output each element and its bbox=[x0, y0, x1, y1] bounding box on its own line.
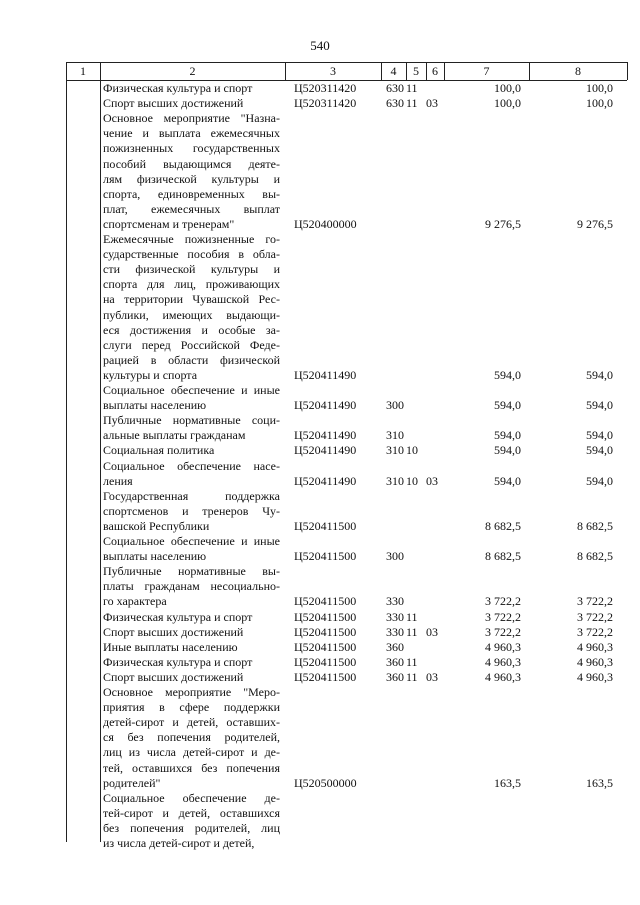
row-code: Ц520411490 bbox=[294, 428, 357, 443]
row-name-line: Спорт высших достижений bbox=[103, 624, 244, 639]
table-row bbox=[0, 534, 640, 564]
row-name-line: пособий выдающимся деяте- bbox=[103, 156, 280, 171]
row-value-2022: 594,0 bbox=[586, 473, 613, 488]
row-name bbox=[103, 489, 280, 534]
row-code: Ц520311420 bbox=[294, 81, 357, 95]
row-name-line: Основное мероприятие "Назна- bbox=[103, 111, 280, 126]
row-name-line: лям физической культуры и bbox=[103, 171, 280, 186]
row-value-2021: 3 722,2 bbox=[485, 594, 521, 609]
row-code: Ц520411500 bbox=[294, 549, 357, 564]
row-name-line: Социальная политика bbox=[103, 443, 215, 458]
row-expense-type: 360 bbox=[386, 669, 404, 684]
row-name-line: сти физической культуры и bbox=[103, 262, 280, 277]
column-header-8: 8 bbox=[575, 64, 581, 78]
row-name-line: спортсменов и тренеров Чу- bbox=[103, 503, 280, 518]
row-name-line: Спорт высших достижений bbox=[103, 669, 244, 684]
row-code: Ц520411490 bbox=[294, 367, 357, 382]
row-name-line: слуги перед Российской Феде- bbox=[103, 337, 280, 352]
column-header-3: 3 bbox=[330, 64, 336, 78]
row-name bbox=[103, 111, 280, 232]
row-name bbox=[103, 685, 280, 791]
row-value-2021: 3 722,2 bbox=[485, 624, 521, 639]
row-name-line: Публичные нормативные соци- bbox=[103, 413, 280, 428]
row-name-line: Социальное обеспечение насе- bbox=[103, 458, 280, 473]
row-code: Ц520411500 bbox=[294, 518, 357, 533]
table-row bbox=[0, 232, 640, 383]
row-name-line: Спорт высших достижений bbox=[103, 96, 244, 111]
table-row bbox=[0, 489, 640, 534]
row-name-line: вашской Республики bbox=[103, 518, 210, 533]
row-expense-type: 360 bbox=[386, 639, 404, 654]
row-section: 10 bbox=[406, 443, 418, 458]
row-name-line: Физическая культура и спорт bbox=[103, 609, 253, 624]
row-value-2022: 594,0 bbox=[586, 428, 613, 443]
row-code: Ц520411500 bbox=[294, 609, 357, 624]
row-code: Ц520411490 bbox=[294, 443, 357, 458]
table-row bbox=[0, 564, 640, 609]
row-name-line: спорта для лиц, проживающих bbox=[103, 277, 280, 292]
row-value-2022: 4 960,3 bbox=[577, 639, 613, 654]
row-subsection: 03 bbox=[426, 624, 438, 639]
row-expense-type: 360 bbox=[386, 654, 404, 669]
row-name-line: культуры и спорта bbox=[103, 367, 198, 382]
row-name-line: Социальное обеспечение и иные bbox=[103, 383, 280, 397]
row-name bbox=[103, 670, 280, 685]
row-value-2022: 100,0 bbox=[586, 96, 613, 111]
row-name-line: еся достижения и особые за- bbox=[103, 322, 280, 337]
row-value-2022: 9 276,5 bbox=[577, 216, 613, 231]
row-expense-type: 630 bbox=[386, 96, 404, 111]
row-value-2022: 4 960,3 bbox=[577, 654, 613, 669]
row-value-2021: 594,0 bbox=[494, 443, 521, 458]
row-name-line: плат, ежемесячных выплат bbox=[103, 201, 280, 216]
row-value-2022: 3 722,2 bbox=[577, 594, 613, 609]
row-value-2021: 594,0 bbox=[494, 367, 521, 382]
column-header-6: 6 bbox=[432, 64, 438, 78]
row-value-2022: 594,0 bbox=[586, 398, 613, 413]
row-code: Ц520411500 bbox=[294, 669, 357, 684]
row-name bbox=[103, 459, 280, 489]
table-row bbox=[0, 791, 640, 851]
table-row bbox=[0, 413, 640, 443]
row-name-line: на территории Чувашской Рес- bbox=[103, 292, 280, 307]
row-section: 11 bbox=[406, 654, 418, 669]
row-name bbox=[103, 81, 280, 96]
row-name-line: альные выплаты гражданам bbox=[103, 428, 246, 443]
row-name-line: Социальное обеспечение де- bbox=[103, 790, 280, 805]
row-name-line: ления bbox=[103, 473, 133, 488]
row-name-line: спортсменам и тренерам" bbox=[103, 216, 235, 231]
row-subsection: 03 bbox=[426, 473, 438, 488]
table-row bbox=[0, 640, 640, 655]
row-value-2022: 3 722,2 bbox=[577, 624, 613, 639]
row-name bbox=[103, 413, 280, 443]
table-row bbox=[0, 383, 640, 413]
row-value-2022: 594,0 bbox=[586, 443, 613, 458]
row-expense-type: 630 bbox=[386, 81, 404, 95]
row-name bbox=[103, 534, 280, 564]
row-name-line: Ежемесячные пожизненные го- bbox=[103, 232, 280, 247]
column-header-4: 4 bbox=[390, 64, 397, 78]
page-number: 540 bbox=[310, 38, 330, 53]
row-name bbox=[103, 232, 280, 383]
row-name-line: рацией в области физической bbox=[103, 352, 280, 367]
row-expense-type: 310 bbox=[386, 428, 404, 443]
row-name-line: Социальное обеспечение и иные bbox=[103, 534, 280, 548]
row-name-line: Основное мероприятие "Меро- bbox=[103, 685, 280, 700]
row-code: Ц520311420 bbox=[294, 96, 357, 111]
table-row bbox=[0, 655, 640, 670]
table-row bbox=[0, 81, 640, 96]
row-value-2021: 594,0 bbox=[494, 428, 521, 443]
row-value-2022: 594,0 bbox=[586, 367, 613, 382]
row-name-line: Иные выплаты населению bbox=[103, 639, 238, 654]
row-value-2021: 100,0 bbox=[494, 96, 521, 111]
row-section: 11 bbox=[406, 609, 418, 624]
row-name-line: сударственные пособия в обла- bbox=[103, 247, 280, 262]
table-row bbox=[0, 625, 640, 640]
table-row bbox=[0, 610, 640, 625]
row-name-line: лиц из числа детей-сирот и де- bbox=[103, 745, 280, 760]
row-code: Ц520411500 bbox=[294, 639, 357, 654]
row-value-2021: 8 682,5 bbox=[485, 518, 521, 533]
row-subsection: 03 bbox=[426, 96, 438, 111]
row-name bbox=[103, 625, 280, 640]
row-subsection: 03 bbox=[426, 669, 438, 684]
row-expense-type: 330 bbox=[386, 594, 404, 609]
column-divider-right bbox=[627, 62, 628, 80]
row-value-2021: 8 682,5 bbox=[485, 549, 521, 564]
row-name-line: пожизненных государственных bbox=[103, 141, 280, 156]
row-name bbox=[103, 610, 280, 625]
row-name bbox=[103, 564, 280, 609]
row-expense-type: 330 bbox=[386, 609, 404, 624]
row-code: Ц520411490 bbox=[294, 473, 357, 488]
row-name-line: детей-сирот и детей, оставших- bbox=[103, 715, 280, 730]
row-name-line: ся без попечения родителей, bbox=[103, 730, 280, 745]
row-name-line: го характера bbox=[103, 594, 167, 609]
row-value-2021: 4 960,3 bbox=[485, 654, 521, 669]
column-header-5: 5 bbox=[413, 64, 419, 78]
row-section: 11 bbox=[406, 669, 418, 684]
row-value-2022: 8 682,5 bbox=[577, 549, 613, 564]
column-header-2: 2 bbox=[189, 64, 196, 78]
row-code: Ц520411500 bbox=[294, 654, 357, 669]
row-name bbox=[103, 791, 280, 851]
row-name-line: чение и выплата ежемесячных bbox=[103, 126, 280, 141]
row-name-line: публики, имеющих выдающи- bbox=[103, 307, 280, 322]
column-header-1: 1 bbox=[80, 64, 86, 78]
row-name-line: без попечения родителей, лиц bbox=[103, 820, 280, 835]
row-value-2021: 4 960,3 bbox=[485, 639, 521, 654]
row-name bbox=[103, 96, 280, 111]
row-expense-type: 300 bbox=[386, 549, 404, 564]
row-name-line: Государственная поддержка bbox=[103, 488, 280, 503]
row-value-2021: 4 960,3 bbox=[485, 669, 521, 684]
table-row bbox=[0, 459, 640, 489]
row-name bbox=[103, 640, 280, 655]
row-value-2021: 163,5 bbox=[494, 775, 521, 790]
row-name-line: приятия в сфере поддержки bbox=[103, 700, 280, 715]
row-value-2022: 4 960,3 bbox=[577, 669, 613, 684]
row-name-line: Физическая культура и спорт bbox=[103, 81, 253, 95]
row-value-2021: 594,0 bbox=[494, 473, 521, 488]
row-name-line: спорта, единовременных вы- bbox=[103, 186, 280, 201]
table-row bbox=[0, 670, 640, 685]
table-row bbox=[0, 111, 640, 232]
row-name bbox=[103, 655, 280, 670]
row-value-2021: 594,0 bbox=[494, 398, 521, 413]
row-name-line: выплаты населению bbox=[103, 398, 207, 413]
row-code: Ц520411490 bbox=[294, 398, 357, 413]
row-name-line: Физическая культура и спорт bbox=[103, 654, 253, 669]
table-row bbox=[0, 685, 640, 791]
row-name-line: Публичные нормативные вы- bbox=[103, 564, 280, 579]
row-value-2022: 100,0 bbox=[586, 81, 613, 95]
row-value-2021: 3 722,2 bbox=[485, 609, 521, 624]
row-code: Ц520400000 bbox=[294, 216, 357, 231]
row-name-line: тей, оставшихся без попечения bbox=[103, 760, 280, 775]
row-expense-type: 310 bbox=[386, 443, 404, 458]
row-section: 11 bbox=[406, 81, 418, 95]
row-expense-type: 330 bbox=[386, 624, 404, 639]
row-name bbox=[103, 443, 280, 458]
column-header-7: 7 bbox=[483, 64, 490, 78]
row-name-line: выплаты населению bbox=[103, 549, 207, 564]
row-value-2022: 3 722,2 bbox=[577, 609, 613, 624]
row-name-line: из числа детей-сирот и детей, bbox=[103, 835, 255, 850]
row-value-2021: 9 276,5 bbox=[485, 216, 521, 231]
row-name-line: родителей" bbox=[103, 775, 161, 790]
row-section: 10 bbox=[406, 473, 418, 488]
row-name-line: платы гражданам несоциально- bbox=[103, 579, 280, 594]
table-row bbox=[0, 443, 640, 458]
row-name bbox=[103, 383, 280, 413]
row-code: Ц520411500 bbox=[294, 624, 357, 639]
row-code: Ц520411500 bbox=[294, 594, 357, 609]
row-code: Ц520500000 bbox=[294, 775, 357, 790]
row-value-2022: 8 682,5 bbox=[577, 518, 613, 533]
row-name-line: тей-сирот и детей, оставшихся bbox=[103, 805, 280, 820]
row-value-2021: 100,0 bbox=[494, 81, 521, 95]
row-expense-type: 300 bbox=[386, 398, 404, 413]
row-expense-type: 310 bbox=[386, 473, 404, 488]
table-row bbox=[0, 96, 640, 111]
row-section: 11 bbox=[406, 624, 418, 639]
row-section: 11 bbox=[406, 96, 418, 111]
row-value-2022: 163,5 bbox=[586, 775, 613, 790]
